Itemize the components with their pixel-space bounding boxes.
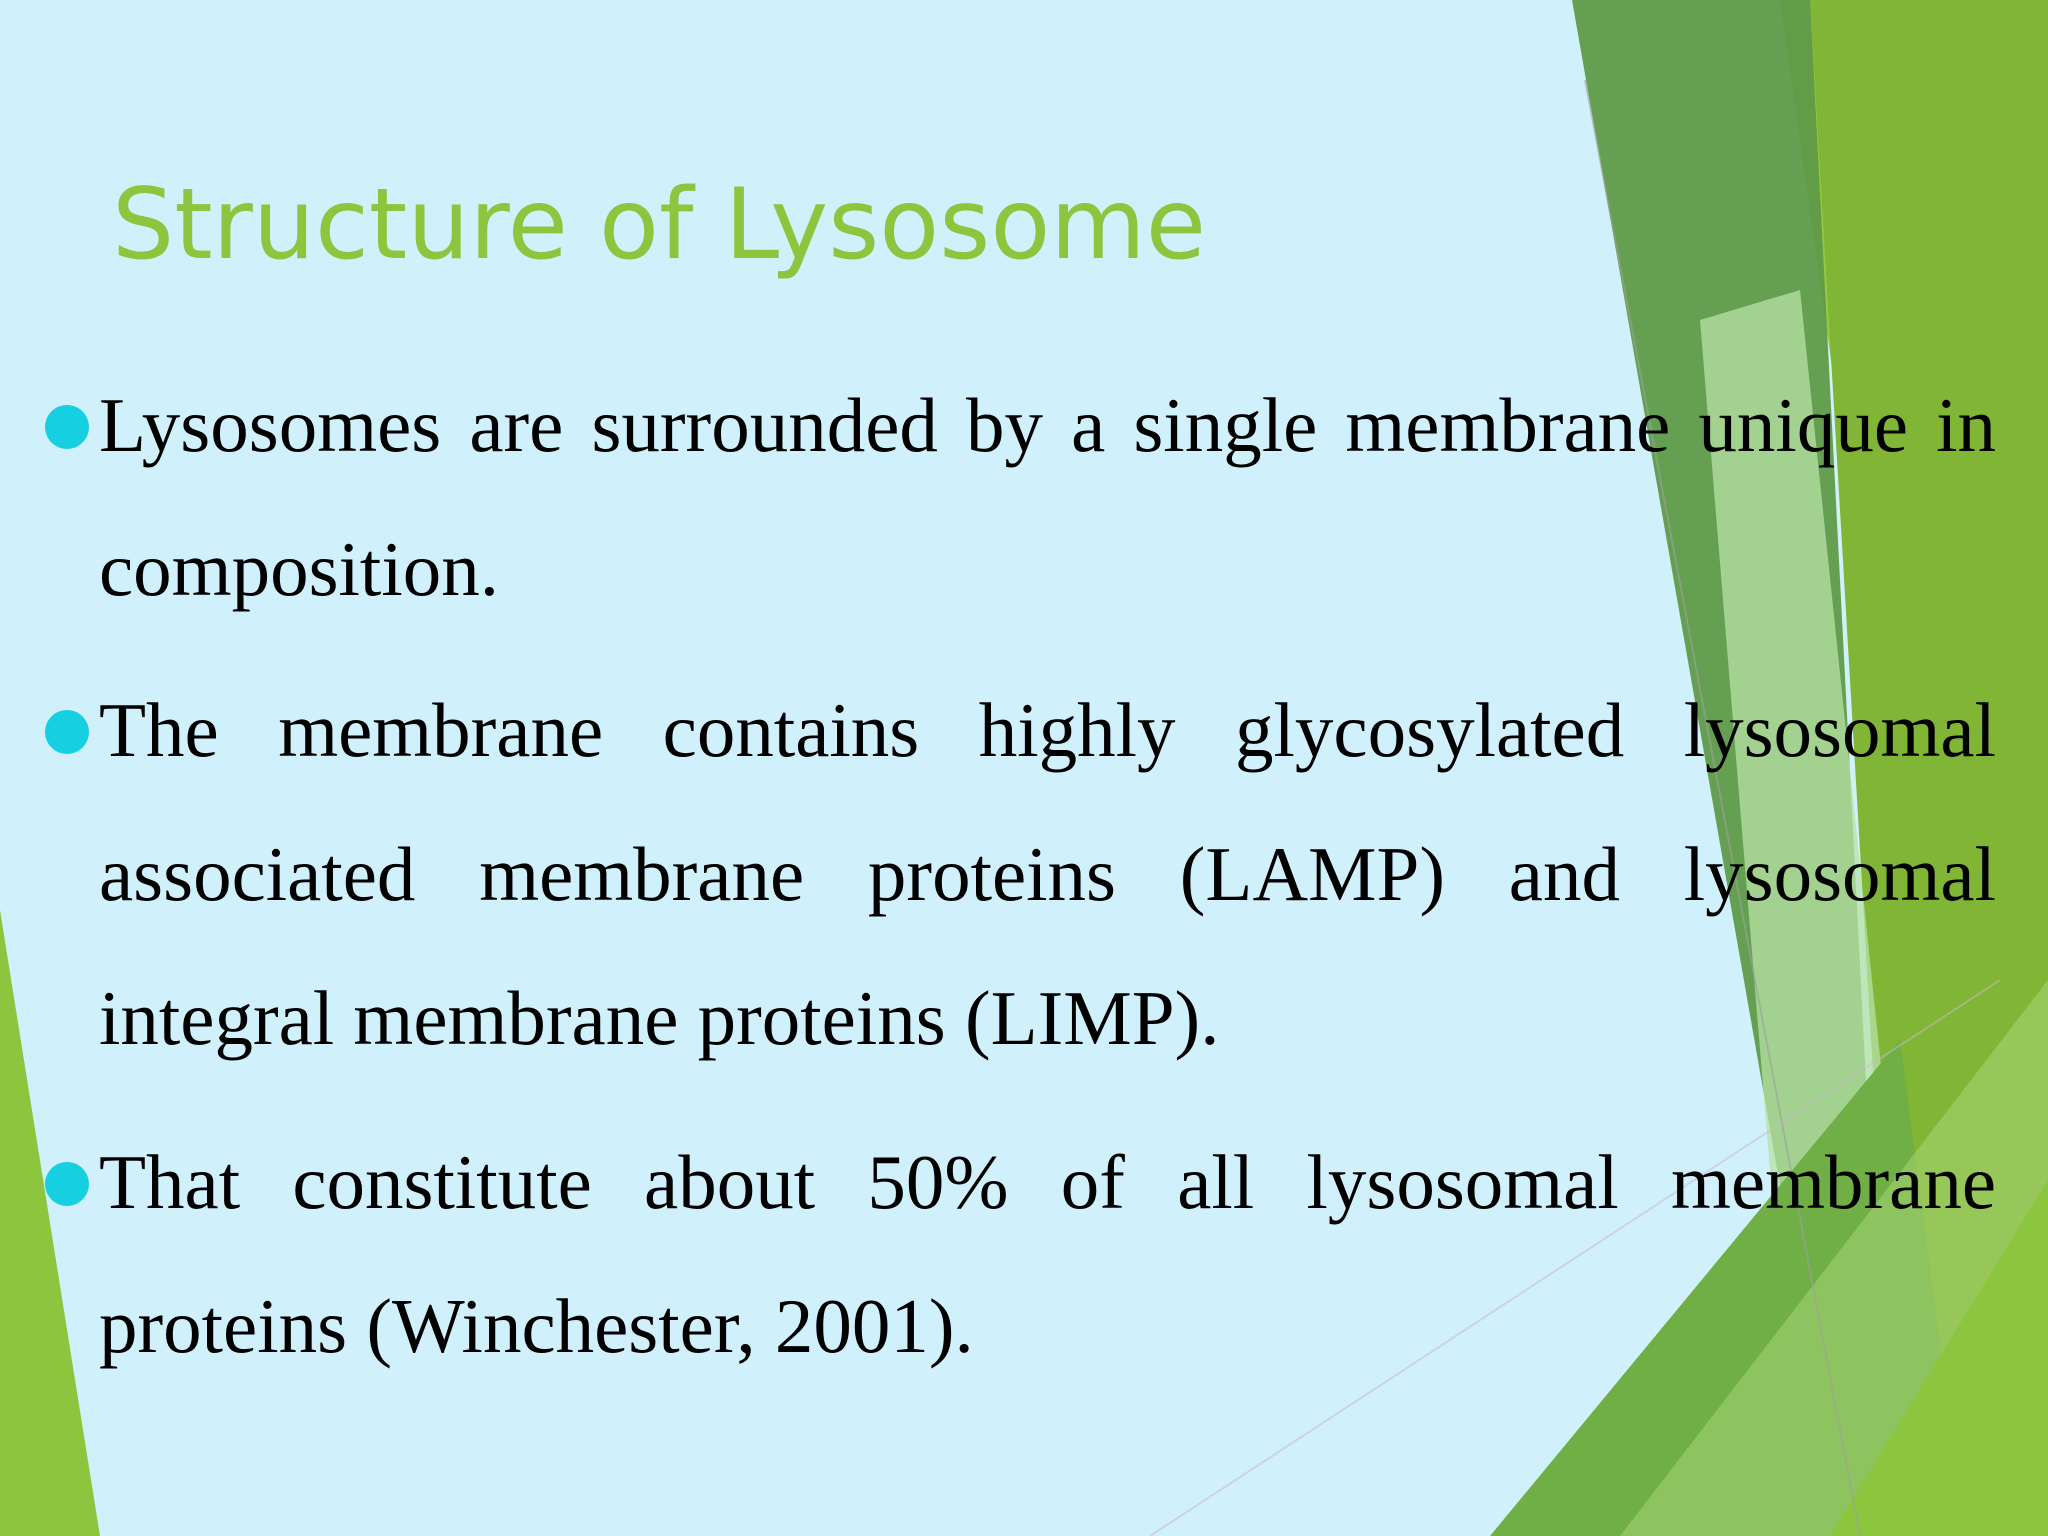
bullet-marker-icon bbox=[45, 1162, 89, 1206]
bullet-text: The membrane contains highly glycosylated lysosomal associated membrane proteins (LAMP) and lysosomal integral membrane proteins (LIMP). bbox=[99, 687, 1996, 1061]
bullet-text: Lysosomes are surrounded by a single membrane unique in composition. bbox=[99, 382, 1996, 612]
bullet-marker-icon bbox=[45, 710, 89, 754]
bullet-item bbox=[99, 1110, 1996, 1398]
bullet-text: That constitute about 50% of all lysosomal membrane proteins (Winchester, 2001). bbox=[99, 1139, 1996, 1369]
bullet-marker-icon bbox=[45, 405, 89, 449]
green-wedge-left bbox=[0, 910, 100, 1536]
slide-title: Structure of Lysosome bbox=[112, 168, 1207, 282]
bullet-item bbox=[99, 658, 1996, 1090]
bullet-item bbox=[99, 353, 1996, 641]
